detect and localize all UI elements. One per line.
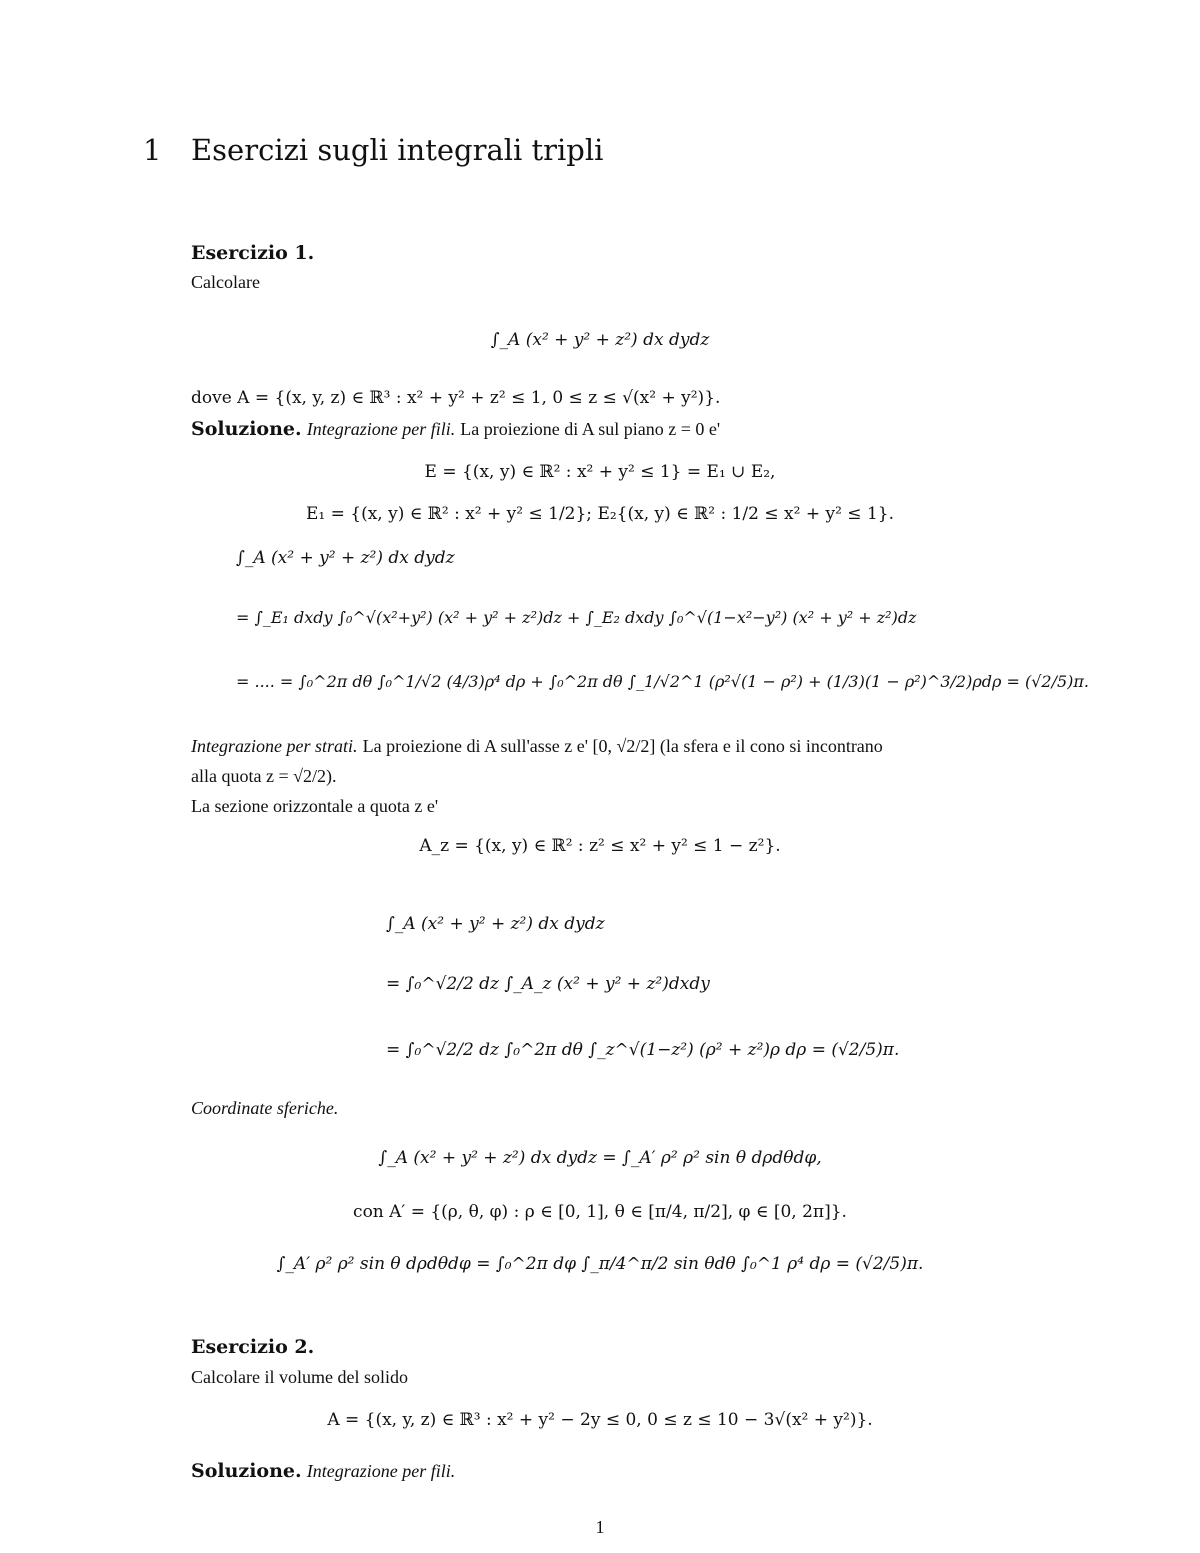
set-Az-definition: A_z = {(x, y) ∈ ℝ² : z² ≤ x² + y² ≤ 1 − z²}. — [419, 836, 781, 856]
section-title: Esercizi sugli integrali tripli — [191, 133, 604, 167]
solution-1-line — [191, 418, 720, 440]
set-E-definition: E = {(x, y) ∈ ℝ² : x² + y² ≤ 1} = E₁ ∪ E₂, — [424, 462, 776, 482]
exercise-2-label: Esercizio 2. — [191, 1336, 315, 1358]
fili-calc-line-3: = .... = ∫₀^2π dθ ∫₀^1/√2 (4/3)ρ⁴ dρ + ∫₀^2π dθ ∫_1/√2^1 (ρ²√(1 − ρ²) + (1/3)(1 − ρ²)^3/2)ρdρ = (√2/5)π. — [236, 672, 1089, 691]
exercise-1-prompt: Calcolare — [191, 272, 260, 292]
exercise-1-domain: dove A = {(x, y, z) ∈ ℝ³ : x² + y² + z² ≤ 1, 0 ≤ z ≤ √(x² + y²)}. — [191, 388, 721, 408]
method-fili-label: Integrazione per fili. — [306, 419, 456, 439]
strati-calc-line-2: = ∫₀^√2/2 dz ∫_A_z (x² + y² + z²)dxdy — [386, 974, 710, 994]
spherical-line-3: ∫_A′ ρ² ρ² sin θ dρdθdφ = ∫₀^2π dφ ∫_π/4^π/2 sin θdθ ∫₀^1 ρ⁴ dρ = (√2/5)π. — [276, 1254, 924, 1274]
spherical-line-2: con A′ = {(ρ, θ, φ) : ρ ∈ [0, 1], θ ∈ [π/4, π/2], φ ∈ [0, 2π]}. — [353, 1202, 847, 1222]
strati-calc-line-3: = ∫₀^√2/2 dz ∫₀^2π dθ ∫_z^√(1−z²) (ρ² + z²)ρ dρ = (√2/5)π. — [386, 1040, 900, 1060]
spherical-line-1: ∫_A (x² + y² + z²) dx dydz = ∫_A′ ρ² ρ² sin θ dρdθdφ, — [378, 1148, 822, 1168]
exercise-2-set: A = {(x, y, z) ∈ ℝ³ : x² + y² − 2y ≤ 0, 0 ≤ z ≤ 10 − 3√(x² + y²)}. — [327, 1410, 873, 1430]
strati-text-1: La proiezione di A sull'asse z e' [0, √2/2] (la sfera e il cono si incontrano — [362, 736, 883, 756]
section-number: 1 — [143, 133, 162, 167]
strati-text-2: alla quota z = √2/2). — [191, 766, 337, 786]
solution-2-label: Soluzione. — [191, 1460, 302, 1482]
solution-2-line — [191, 1460, 455, 1482]
fili-calc-line-1: ∫_A (x² + y² + z²) dx dydz — [236, 548, 455, 568]
fili-calc-line-2: = ∫_E₁ dxdy ∫₀^√(x²+y²) (x² + y² + z²)dz + ∫_E₂ dxdy ∫₀^√(1−x²−y²) (x² + y² + z²)dz — [236, 608, 917, 627]
strati-line-1 — [191, 736, 883, 757]
exercise-2-method-label: Integrazione per fili. — [306, 1461, 456, 1481]
solution-1-label: Soluzione. — [191, 418, 302, 440]
method-strati-label: Integrazione per strati. — [191, 736, 358, 756]
sets-E1-E2-definition: E₁ = {(x, y) ∈ ℝ² : x² + y² ≤ 1/2}; E₂{(x, y) ∈ ℝ² : 1/2 ≤ x² + y² ≤ 1}. — [305, 504, 894, 524]
strati-calc-line-1: ∫_A (x² + y² + z²) dx dydz — [386, 914, 605, 934]
exercise-2-prompt: Calcolare il volume del solido — [191, 1367, 408, 1387]
page-number: 1 — [595, 1517, 605, 1537]
method-spherical-label: Coordinate sferiche. — [191, 1098, 339, 1118]
exercise-1-integral: ∫_A (x² + y² + z²) dx dydz — [490, 330, 710, 350]
section-text: La sezione orizzontale a quota z e' — [191, 796, 439, 816]
exercise-1-label: Esercizio 1. — [191, 242, 315, 264]
projection-text: La proiezione di A sul piano z = 0 e' — [460, 419, 721, 439]
